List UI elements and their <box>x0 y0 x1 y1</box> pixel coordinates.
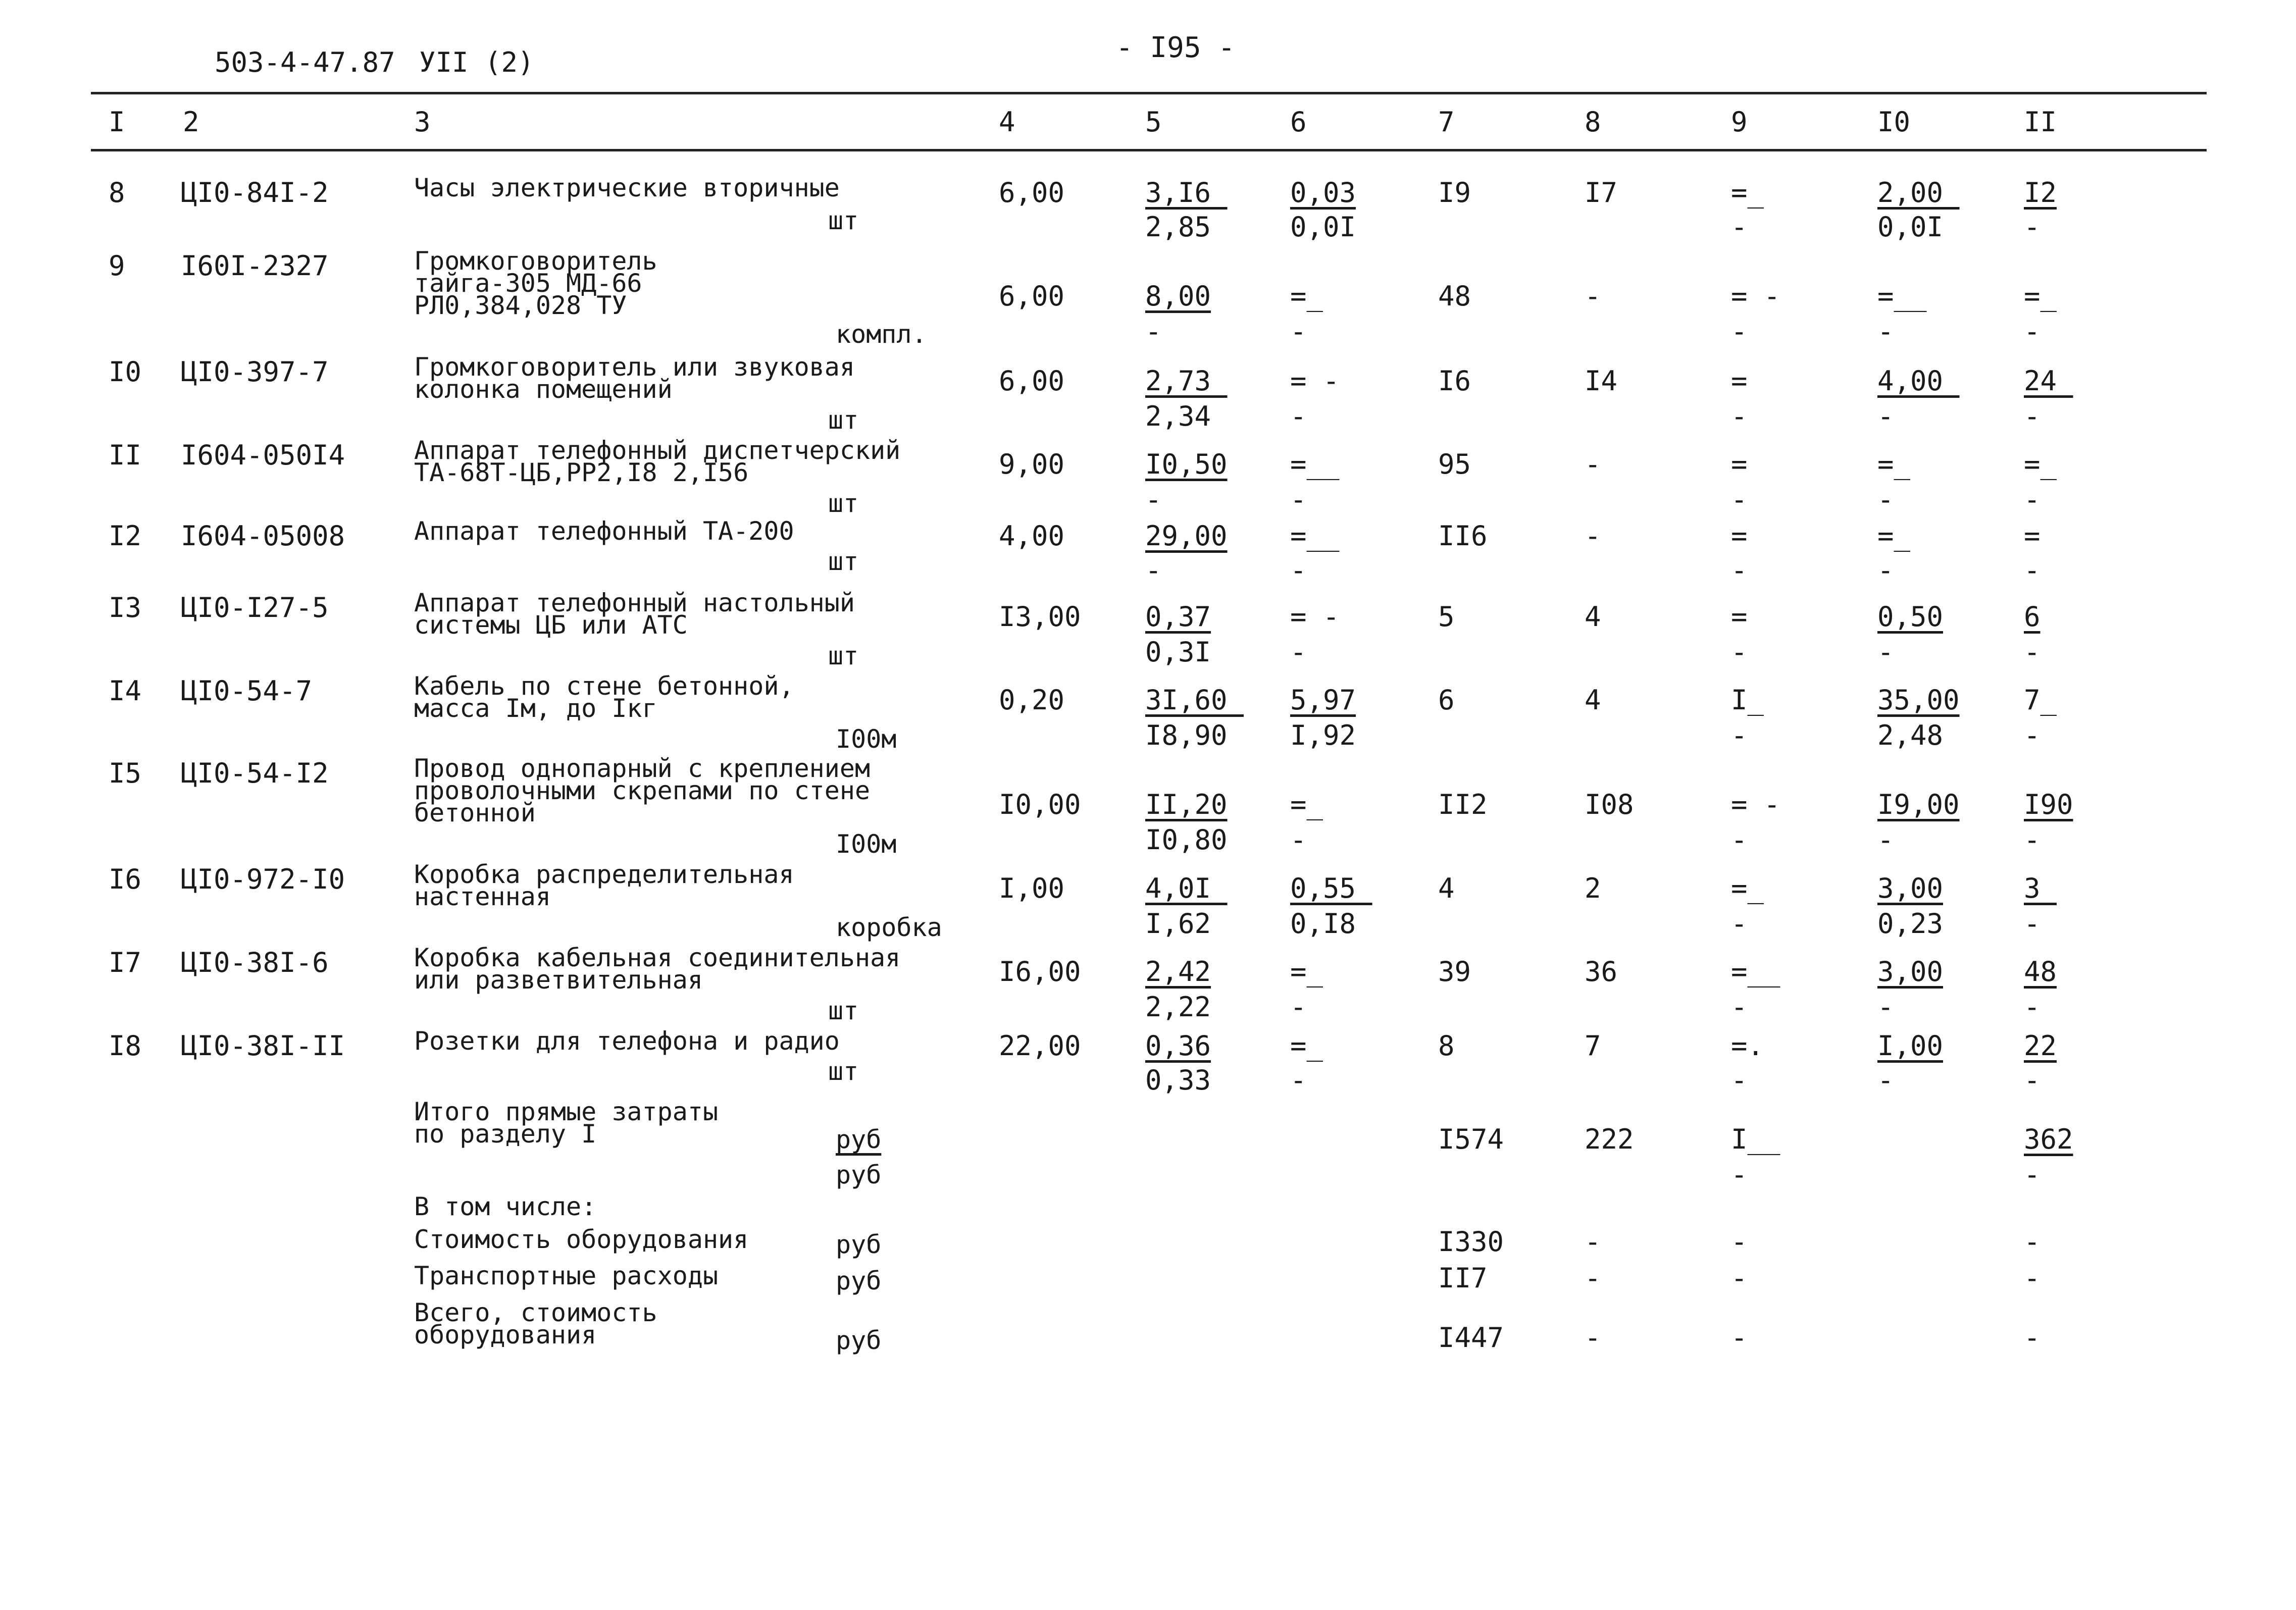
labor-total: 48 <box>2024 956 2057 988</box>
labor-total-machines: - <box>2024 400 2040 432</box>
unit-cost-machine-wages: - <box>1290 484 1307 515</box>
total-cost: II2 <box>1438 789 1488 820</box>
labor-total-machines: - <box>2024 1064 2040 1096</box>
total-wages: - <box>1585 448 1601 480</box>
summary-transport-wages: - <box>1585 1262 1601 1294</box>
summary-transport-cost: II7 <box>1438 1262 1488 1294</box>
table-row <box>0 173 2296 252</box>
quantity: I3,00 <box>999 601 1081 633</box>
total-wages: 4 <box>1585 601 1601 633</box>
row-number: I8 <box>109 1030 142 1062</box>
unit-cost-machines: 0,55_ <box>1290 872 1372 904</box>
column-header-5: 5 <box>1145 106 1162 138</box>
unit-cost-machines: =_ <box>1290 1030 1323 1062</box>
total-cost: 48 <box>1438 280 1471 312</box>
summary-total-cost: I574 <box>1438 1123 1504 1155</box>
total-wages: I7 <box>1585 177 1618 209</box>
unit-cost-machine-wages: - <box>1290 636 1307 668</box>
row-number: I0 <box>109 356 142 388</box>
price-code: ЦI0-I27-5 <box>181 592 329 624</box>
summary-equipment-row <box>0 1225 2296 1264</box>
total-machines: = - <box>1731 789 1780 820</box>
unit-cost-machines: 0,03 <box>1290 177 1356 209</box>
labor-total-machines: - <box>2024 908 2040 940</box>
item-unit: шт <box>828 206 859 235</box>
table-row <box>0 246 2296 349</box>
row-number: I2 <box>109 520 142 552</box>
document-code: 503-4-47.87 <box>215 46 395 78</box>
row-number: 9 <box>109 250 125 282</box>
labor-unit-machines: 0,23 <box>1877 908 1944 940</box>
item-description: Громкоговоритель тайга-305 МД-66 РЛ0,384,028 ТУ <box>414 246 657 320</box>
row-number: I6 <box>109 863 142 895</box>
unit-cost-machines: 5,97 <box>1290 684 1356 716</box>
unit-cost-total: 29,00 <box>1145 520 1228 552</box>
total-cost: 8 <box>1438 1030 1455 1062</box>
summary-grand-labor: - <box>2024 1322 2040 1354</box>
item-description: Аппарат телефонный настольный системы ЦБ или АТС <box>414 588 855 640</box>
price-code: I60I-2327 <box>181 250 329 282</box>
quantity: 6,00 <box>999 177 1065 209</box>
unit-cost-machine-wages: 0,0I <box>1290 211 1356 243</box>
unit-cost-total: 0,36 <box>1145 1030 1211 1062</box>
summary-total-row <box>0 1097 2296 1190</box>
row-number: II <box>109 439 142 471</box>
column-header-1: I <box>109 106 125 138</box>
summary-total-labor: 362 <box>2024 1123 2073 1155</box>
labor-total: 22 <box>2024 1030 2057 1062</box>
unit-cost-total: II,20 <box>1145 789 1228 820</box>
summary-total-machine-wages: - <box>1731 1159 1748 1190</box>
total-wages: - <box>1585 280 1601 312</box>
total-wages: 2 <box>1585 872 1601 904</box>
unit-cost-machines: =_ <box>1290 280 1323 312</box>
labor-unit-machines: - <box>1877 636 1894 668</box>
item-unit: шт <box>828 1057 859 1086</box>
table-row <box>0 516 2296 596</box>
item-description: Коробка кабельная соединительная или разветвительная <box>414 943 901 995</box>
row-number: I4 <box>109 675 142 707</box>
labor-unit: =__ <box>1877 280 1927 312</box>
total-machine-wages: - <box>1731 824 1748 856</box>
unit-cost-machines: =_ <box>1290 789 1323 820</box>
quantity: I6,00 <box>999 956 1081 988</box>
labor-total-machines: - <box>2024 719 2040 751</box>
summary-total-labor-machines: - <box>2024 1159 2040 1190</box>
unit-cost-machine-wages: I,92 <box>1290 719 1356 751</box>
price-code: I604-05008 <box>181 520 345 552</box>
page-number: - I95 - <box>1116 31 1236 64</box>
labor-unit: 4,00_ <box>1877 365 1960 397</box>
summary-grand-row <box>0 1298 2296 1355</box>
unit-cost-machine-wages: - <box>1290 824 1307 856</box>
labor-total: I90 <box>2024 789 2073 820</box>
labor-unit: 3,00 <box>1877 956 1944 988</box>
labor-unit-machines: 0,0I <box>1877 211 1944 243</box>
labor-unit: =_ <box>1877 448 1911 480</box>
total-machines: = <box>1731 448 1748 480</box>
column-header-3: 3 <box>414 106 431 138</box>
unit-cost-wages: 0,3I <box>1145 636 1211 668</box>
column-header-2: 2 <box>183 106 199 138</box>
labor-total-machines: - <box>2024 991 2040 1023</box>
column-header-11: II <box>2024 106 2057 138</box>
table-row <box>0 754 2296 859</box>
labor-unit: 0,50 <box>1877 601 1944 633</box>
summary-grand-label: Всего, стоимость оборудования <box>414 1298 657 1349</box>
summary-total-wages: 222 <box>1585 1123 1634 1155</box>
summary-transport-label: Транспортные расходы <box>414 1261 719 1290</box>
total-machine-wages: - <box>1731 400 1748 432</box>
row-number: 8 <box>109 177 125 209</box>
labor-unit-machines: - <box>1877 316 1894 347</box>
price-code: I604-050I4 <box>181 439 345 471</box>
labor-total: =_ <box>2024 448 2057 480</box>
labor-total: 3_ <box>2024 872 2057 904</box>
item-unit: шт <box>828 996 859 1025</box>
unit-cost-machine-wages: - <box>1290 554 1307 586</box>
column-header-6: 6 <box>1290 106 1307 138</box>
item-unit: компл. <box>836 320 927 349</box>
labor-unit: I9,00 <box>1877 789 1960 820</box>
total-wages: 7 <box>1585 1030 1601 1062</box>
item-description: Провод однопарный с креплением проволочными скрепами по стене бетонной <box>414 754 871 827</box>
table-row <box>0 943 2296 1025</box>
quantity: 22,00 <box>999 1030 1081 1062</box>
unit-cost-machines: =_ <box>1290 956 1323 988</box>
summary-total-unit: руб <box>836 1125 882 1154</box>
item-unit: I00м <box>836 829 897 859</box>
unit-cost-wages: - <box>1145 316 1162 347</box>
summary-equipment-machines: - <box>1731 1226 1748 1258</box>
column-header-7: 7 <box>1438 106 1455 138</box>
unit-cost-machine-wages: - <box>1290 1064 1307 1096</box>
summary-including-label: В том числе: <box>414 1192 597 1221</box>
row-number: I5 <box>109 757 142 789</box>
total-wages: I08 <box>1585 789 1634 820</box>
labor-unit: 2,00_ <box>1877 177 1960 209</box>
summary-transport-labor: - <box>2024 1262 2040 1294</box>
total-machines: =_ <box>1731 177 1764 209</box>
summary-equipment-cost: I330 <box>1438 1226 1504 1258</box>
labor-total-machines: - <box>2024 211 2040 243</box>
labor-unit: 3,00 <box>1877 872 1944 904</box>
labor-total-machines: - <box>2024 316 2040 347</box>
labor-total: I2 <box>2024 177 2057 209</box>
labor-total: = <box>2024 520 2040 552</box>
total-machine-wages: - <box>1731 991 1748 1023</box>
item-unit: шт <box>828 641 859 670</box>
quantity: 6,00 <box>999 280 1065 312</box>
unit-cost-machines: = - <box>1290 365 1340 397</box>
labor-unit-machines: - <box>1877 991 1894 1023</box>
unit-cost-machines: =__ <box>1290 448 1340 480</box>
labor-total: 6 <box>2024 601 2040 633</box>
unit-cost-wages: I0,80 <box>1145 824 1228 856</box>
total-machine-wages: - <box>1731 554 1748 586</box>
summary-grand-cost: I447 <box>1438 1322 1504 1354</box>
labor-total-machines: - <box>2024 636 2040 668</box>
total-machine-wages: - <box>1731 484 1748 515</box>
labor-unit-machines: 2,48 <box>1877 719 1944 751</box>
column-header-9: 9 <box>1731 106 1748 138</box>
unit-cost-total: 4,0I_ <box>1145 872 1228 904</box>
total-wages: 36 <box>1585 956 1618 988</box>
total-cost: 5 <box>1438 601 1455 633</box>
summary-equipment-label: Стоимость оборудования <box>414 1225 749 1254</box>
labor-total: =_ <box>2024 280 2057 312</box>
item-unit: коробка <box>836 913 942 942</box>
price-code: ЦI0-972-I0 <box>181 863 345 895</box>
total-wages: 4 <box>1585 684 1601 716</box>
summary-total-unit-second: руб <box>836 1160 882 1189</box>
unit-cost-wages: I,62 <box>1145 908 1211 940</box>
item-description: Коробка распределительная настенная <box>414 860 794 911</box>
total-cost: 95 <box>1438 448 1471 480</box>
total-cost: I6 <box>1438 365 1471 397</box>
total-machines: = <box>1731 520 1748 552</box>
total-machine-wages: - <box>1731 636 1748 668</box>
price-code: ЦI0-54-I2 <box>181 757 329 789</box>
table-row <box>0 860 2296 942</box>
total-cost: 39 <box>1438 956 1471 988</box>
quantity: I,00 <box>999 872 1065 904</box>
labor-unit-machines: - <box>1877 824 1894 856</box>
unit-cost-total: 3,I6_ <box>1145 177 1228 209</box>
unit-cost-machine-wages: - <box>1290 316 1307 347</box>
total-machines: =__ <box>1731 956 1780 988</box>
row-number: I7 <box>109 947 142 978</box>
labor-unit-machines: - <box>1877 554 1894 586</box>
header-rule-bottom <box>91 149 2207 151</box>
item-unit: шт <box>828 489 859 518</box>
unit-cost-wages: 2,34 <box>1145 400 1211 432</box>
total-machine-wages: - <box>1731 1064 1748 1096</box>
total-cost: II6 <box>1438 520 1488 552</box>
unit-cost-machines: =__ <box>1290 520 1340 552</box>
item-description: Розетки для телефона и радио <box>414 1026 840 1056</box>
unit-cost-wages: - <box>1145 484 1162 515</box>
total-machines: = <box>1731 365 1748 397</box>
price-code: ЦI0-397-7 <box>181 356 329 388</box>
table-row <box>0 352 2296 435</box>
total-machine-wages: - <box>1731 211 1748 243</box>
summary-transport-unit: руб <box>836 1266 882 1295</box>
unit-cost-machine-wages: 0,I8 <box>1290 908 1356 940</box>
item-description: Кабель по стене бетонной, масса Iм, до Iкг <box>414 671 794 723</box>
unit-cost-total: I0,50 <box>1145 448 1228 480</box>
column-header-8: 8 <box>1585 106 1601 138</box>
item-description: Аппарат телефонный ТА-200 <box>414 516 794 546</box>
unit-cost-total: 0,37 <box>1145 601 1211 633</box>
column-header-10: I0 <box>1877 106 1911 138</box>
total-wages: I4 <box>1585 365 1618 397</box>
header-rule-top <box>91 92 2207 94</box>
unit-cost-wages: I8,90 <box>1145 719 1228 751</box>
summary-transport-machines: - <box>1731 1262 1748 1294</box>
unit-cost-total: 3I,60_ <box>1145 684 1244 716</box>
unit-cost-total: 2,42 <box>1145 956 1211 988</box>
summary-equipment-unit: руб <box>836 1230 882 1259</box>
sheet-label: УII (2) <box>419 46 534 78</box>
item-description: Громкоговоритель или звуковая колонка помещений <box>414 352 855 404</box>
table-row <box>0 671 2296 754</box>
total-cost: 4 <box>1438 872 1455 904</box>
summary-equipment-wages: - <box>1585 1226 1601 1258</box>
labor-unit-machines: - <box>1877 484 1894 515</box>
total-machines: = - <box>1731 280 1780 312</box>
quantity: 9,00 <box>999 448 1065 480</box>
item-description: Аппарат телефонный диспетчерский ТА-68Т-ЦБ,РР2,I8 2,I56 <box>414 436 901 487</box>
summary-total-machines: I__ <box>1731 1123 1780 1155</box>
total-machine-wages: - <box>1731 908 1748 940</box>
total-machines: I_ <box>1731 684 1764 716</box>
total-machines: =_ <box>1731 872 1764 904</box>
summary-transport-row <box>0 1261 2296 1300</box>
summary-equipment-labor: - <box>2024 1226 2040 1258</box>
labor-unit-machines: - <box>1877 400 1894 432</box>
unit-cost-total: 2,73_ <box>1145 365 1228 397</box>
unit-cost-machines: = - <box>1290 601 1340 633</box>
table-row <box>0 588 2296 670</box>
labor-total-machines: - <box>2024 484 2040 515</box>
price-code: ЦI0-38I-II <box>181 1030 345 1062</box>
price-code: ЦI0-38I-6 <box>181 947 329 978</box>
unit-cost-wages: - <box>1145 554 1162 586</box>
table-row <box>0 1026 2296 1106</box>
quantity: 6,00 <box>999 365 1065 397</box>
labor-total-machines: - <box>2024 824 2040 856</box>
column-header-4: 4 <box>999 106 1015 138</box>
quantity: 0,20 <box>999 684 1065 716</box>
unit-cost-machine-wages: - <box>1290 991 1307 1023</box>
labor-unit: =_ <box>1877 520 1911 552</box>
labor-unit: I,00 <box>1877 1030 1944 1062</box>
unit-cost-wages: 2,85 <box>1145 211 1211 243</box>
price-code: ЦI0-84I-2 <box>181 177 329 209</box>
total-cost: 6 <box>1438 684 1455 716</box>
unit-cost-wages: 0,33 <box>1145 1064 1211 1096</box>
row-number: I3 <box>109 592 142 624</box>
total-machine-wages: - <box>1731 719 1748 751</box>
quantity: 4,00 <box>999 520 1065 552</box>
summary-grand-machines: - <box>1731 1322 1748 1354</box>
item-description: Часы электрические вторичные <box>414 173 840 202</box>
item-unit: шт <box>828 405 859 435</box>
summary-total-label: Итого прямые затраты по разделу I <box>414 1097 719 1149</box>
item-unit: шт <box>828 547 859 576</box>
total-wages: - <box>1585 520 1601 552</box>
labor-unit-machines: - <box>1877 1064 1894 1096</box>
labor-unit: 35,00 <box>1877 684 1960 716</box>
item-unit: I00м <box>836 724 897 754</box>
labor-total: 24_ <box>2024 365 2073 397</box>
labor-total-machines: - <box>2024 554 2040 586</box>
summary-grand-wages: - <box>1585 1322 1601 1354</box>
total-machines: =. <box>1731 1030 1764 1062</box>
total-machines: = <box>1731 601 1748 633</box>
summary-grand-unit: руб <box>836 1326 882 1355</box>
total-cost: I9 <box>1438 177 1471 209</box>
unit-cost-wages: 2,22 <box>1145 991 1211 1023</box>
labor-total: 7_ <box>2024 684 2057 716</box>
total-machine-wages: - <box>1731 316 1748 347</box>
price-code: ЦI0-54-7 <box>181 675 313 707</box>
unit-cost-machine-wages: - <box>1290 400 1307 432</box>
quantity: I0,00 <box>999 789 1081 820</box>
table-row <box>0 436 2296 518</box>
unit-cost-total: 8,00 <box>1145 280 1211 312</box>
